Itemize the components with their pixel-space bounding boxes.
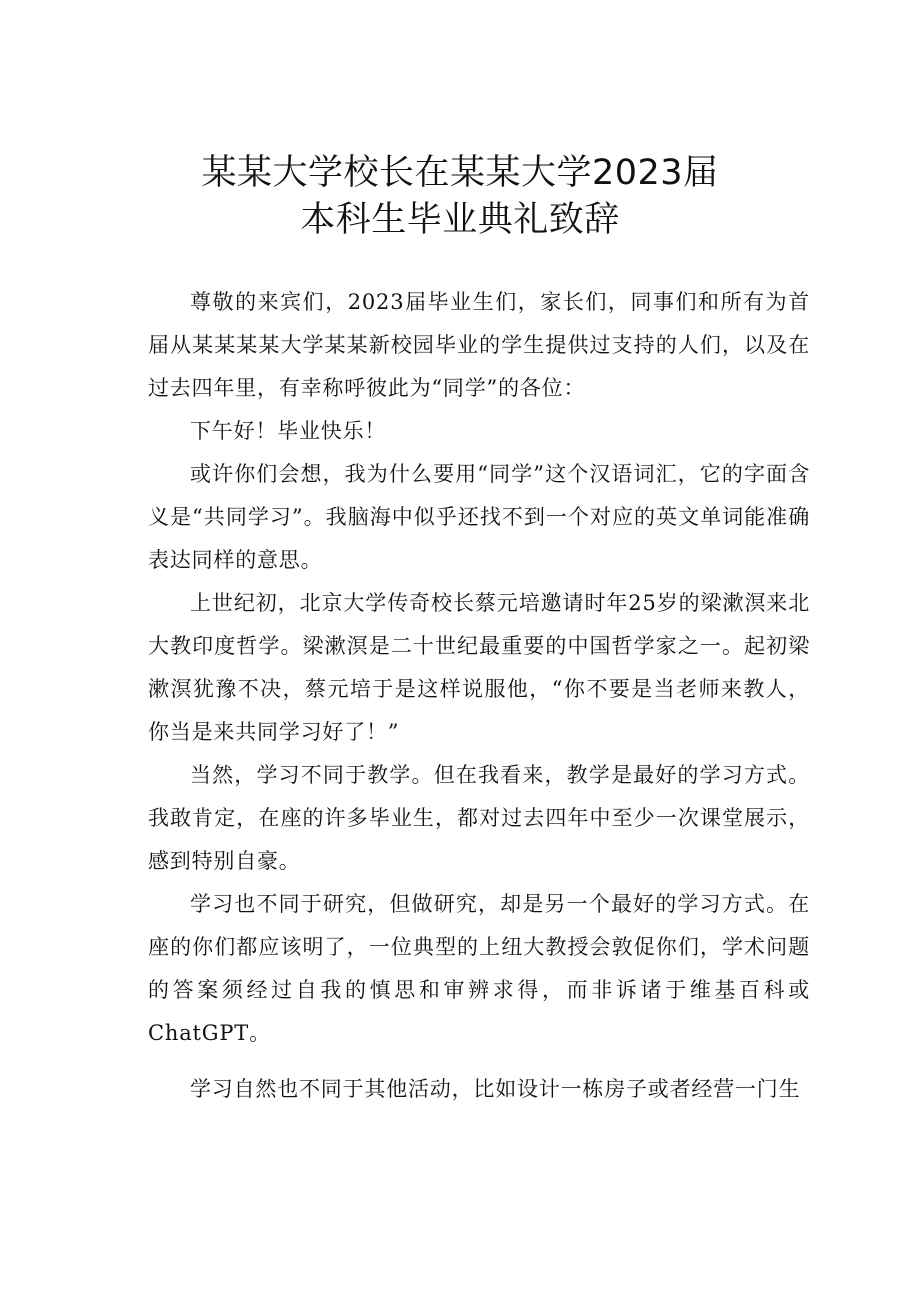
paragraph-salutation: 下午好！毕业快乐！ [190, 419, 387, 443]
title-line-2: 本科生毕业典礼致辞 [300, 200, 620, 240]
paragraph-teaching: 当然，学习不同于教学。但在我看来，教学是最好的学习方式。我敢肯定，在座的许多毕业生，都对过去四年中至少一次课堂展示，感到特别自豪。 [148, 763, 810, 873]
title-line-1: 某某大学校长在某某大学2023届 [201, 153, 719, 193]
paragraph-research: 学习也不同于研究，但做研究，却是另一个最好的学习方式。在座的你们都应该明了，一位典型的上纽大教授会敦促你们，学术问题的答案须经过自我的慎思和审辨求得，而非诉诸于维基百科或ChatGPT。 [148, 892, 810, 1045]
paragraph-tongxue: 或许你们会想，我为什么要用“同学”这个汉语词汇，它的字面含义是“共同学习”。我脑海中似乎还找不到一个对应的英文单词能准确表达同样的意思。 [148, 462, 810, 572]
document-title [0, 150, 920, 244]
paragraph-greeting: 尊敬的来宾们，2023届毕业生们，家长们，同事们和所有为首届从某某某某大学某某新校园毕业的学生提供过支持的人们，以及在过去四年里，有幸称呼彼此为“同学”的各位： [148, 290, 810, 400]
document-body [148, 281, 810, 1111]
paragraph-other-activities: 学习自然也不同于其他活动，比如设计一栋房子或者经营一门生 [190, 1077, 801, 1101]
paragraph-cai-yuanpei: 上世纪初，北京大学传奇校长蔡元培邀请时年25岁的梁漱溟来北大教印度哲学。梁漱溟是二十世纪最重要的中国哲学家之一。起初梁漱溟犹豫不决，蔡元培于是这样说服他，“你不要是当老师来教人，你当是来共同学习好了！” [148, 591, 810, 744]
